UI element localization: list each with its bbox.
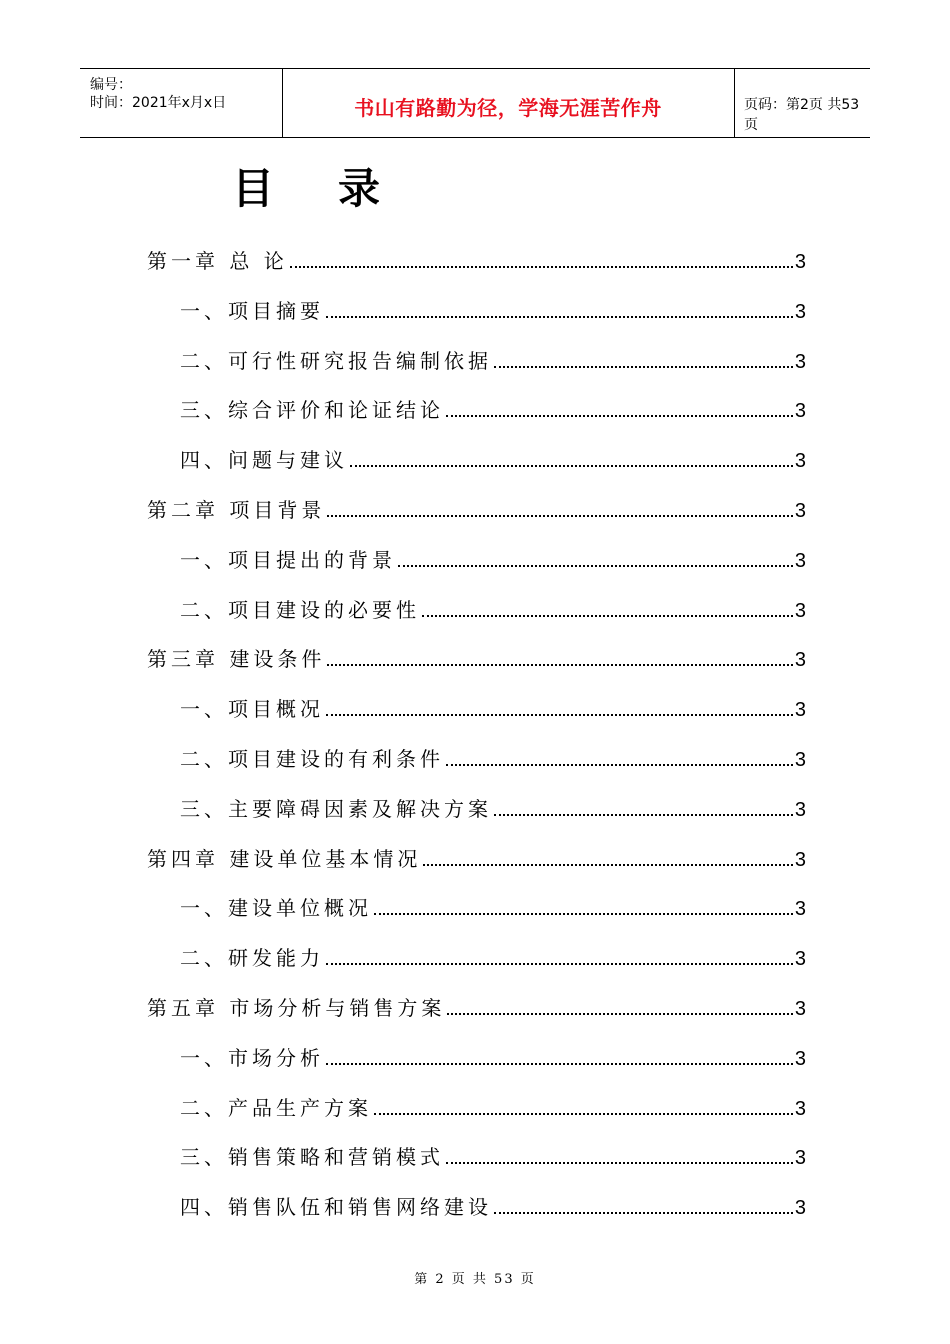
toc-entry[interactable] <box>180 290 806 324</box>
toc-entry-text: 一、市场分析 <box>180 1045 324 1070</box>
toc-leader-dots <box>494 814 793 816</box>
toc-entry-page: 3 <box>794 251 806 273</box>
toc-leader-dots <box>374 913 793 915</box>
toc-entry-page: 3 <box>794 948 806 971</box>
toc-entry[interactable] <box>180 1037 806 1071</box>
toc-leader-dots <box>398 565 793 567</box>
toc-entry-text: 三、综合评价和论证结论 <box>180 398 444 423</box>
toc-entry-page: 3 <box>794 1047 806 1070</box>
toc-entry-page: 3 <box>794 549 806 572</box>
toc-entry[interactable] <box>180 1087 806 1121</box>
toc-entry-text: 一、项目概况 <box>180 697 324 722</box>
toc-leader-dots <box>447 1013 793 1015</box>
toc-leader-dots <box>423 864 793 866</box>
toc-entry-page: 3 <box>794 400 806 423</box>
header-right-cell <box>734 69 870 137</box>
toc-leader-dots <box>350 465 793 467</box>
toc-entry[interactable] <box>180 340 806 374</box>
header-center-cell <box>282 69 735 137</box>
toc-leader-dots <box>326 963 793 965</box>
toc-entry-text: 一、建设单位概况 <box>180 896 372 921</box>
toc-entry-text: 二、研发能力 <box>180 946 324 971</box>
toc-entry-text: 第四章 建设单位基本情况 <box>147 846 422 871</box>
toc-entry-text: 第二章 项目背景 <box>147 498 326 522</box>
page-header <box>80 68 870 138</box>
toc-title: 目录 <box>232 164 445 213</box>
toc-leader-dots <box>494 1212 793 1214</box>
toc-leader-dots <box>422 615 793 617</box>
toc-entry-page: 3 <box>794 848 806 871</box>
number-label: 编号： <box>90 77 132 93</box>
toc-leader-dots <box>290 266 793 268</box>
toc-entry-page: 3 <box>794 649 806 672</box>
toc-entry[interactable] <box>147 240 806 274</box>
toc-entry-page: 3 <box>794 450 806 473</box>
toc-entry[interactable] <box>180 688 806 722</box>
toc-entry[interactable] <box>180 788 806 822</box>
toc-entry[interactable] <box>180 887 806 921</box>
toc-entry[interactable] <box>147 838 806 872</box>
page-footer: 第 2 页 共 53 页 <box>414 1272 536 1287</box>
toc-entry-text: 二、可行性研究报告编制依据 <box>180 348 492 373</box>
toc-leader-dots <box>446 764 793 766</box>
toc-entry-page: 3 <box>794 749 806 771</box>
toc-entry-text: 第三章 建设条件 <box>147 647 326 672</box>
toc-entry-page: 3 <box>794 898 806 921</box>
toc-leader-dots <box>374 1113 793 1115</box>
toc-entry[interactable] <box>180 1186 806 1220</box>
toc-entry-text: 二、项目建设的必要性 <box>180 597 420 622</box>
toc-entry[interactable] <box>180 937 806 971</box>
toc-entry-page: 3 <box>794 1097 806 1120</box>
toc-leader-dots <box>327 515 793 517</box>
toc-entry-page: 3 <box>794 699 806 722</box>
toc-entry-page: 3 <box>794 1197 806 1220</box>
header-left-cell <box>80 69 283 137</box>
toc-leader-dots <box>326 1063 793 1065</box>
page-info: 页码：第2页 共53页 <box>744 97 860 133</box>
toc-entry[interactable] <box>180 439 806 473</box>
toc-entry-page: 3 <box>794 350 806 373</box>
toc-entry[interactable] <box>180 1136 806 1170</box>
toc-entry-text: 三、主要障碍因素及解决方案 <box>180 796 492 821</box>
toc-entry-page: 3 <box>794 1147 806 1170</box>
time-label: 时间：2021年x月x日 <box>90 95 227 111</box>
toc-entry[interactable] <box>180 738 806 772</box>
toc-entry-text: 一、项目摘要 <box>180 298 324 323</box>
toc-entry-text: 第五章 市场分析与销售方案 <box>147 996 446 1020</box>
toc-leader-dots <box>494 366 793 368</box>
toc-leader-dots <box>327 664 793 666</box>
toc-entry[interactable] <box>180 589 806 623</box>
toc-entry-text: 第一章 总 论 <box>147 249 288 273</box>
toc-entry-page: 3 <box>794 500 806 522</box>
toc-entry-page: 3 <box>794 798 806 821</box>
toc-leader-dots <box>446 415 793 417</box>
toc-entry-text: 四、问题与建议 <box>180 448 348 473</box>
toc-entry-page: 3 <box>794 300 806 323</box>
toc-entry-text: 三、销售策略和营销模式 <box>180 1145 444 1170</box>
toc-entry[interactable] <box>180 539 806 573</box>
toc-entry[interactable] <box>180 389 806 423</box>
toc-entry-page: 3 <box>794 599 806 622</box>
toc-entry[interactable] <box>147 987 806 1021</box>
toc-leader-dots <box>326 316 793 318</box>
toc-entry[interactable] <box>147 489 806 523</box>
toc-entry-text: 四、销售队伍和销售网络建设 <box>180 1195 492 1220</box>
toc-leader-dots <box>326 714 793 716</box>
toc-entry[interactable] <box>147 638 806 672</box>
toc-entry-page: 3 <box>794 998 806 1020</box>
toc-entry-text: 二、项目建设的有利条件 <box>180 747 444 771</box>
toc-entry-text: 一、项目提出的背景 <box>180 547 396 572</box>
toc-entry-text: 二、产品生产方案 <box>180 1095 372 1120</box>
toc-leader-dots <box>446 1162 793 1164</box>
header-motto: 书山有路勤为径，学海无涯苦作舟 <box>354 96 662 120</box>
